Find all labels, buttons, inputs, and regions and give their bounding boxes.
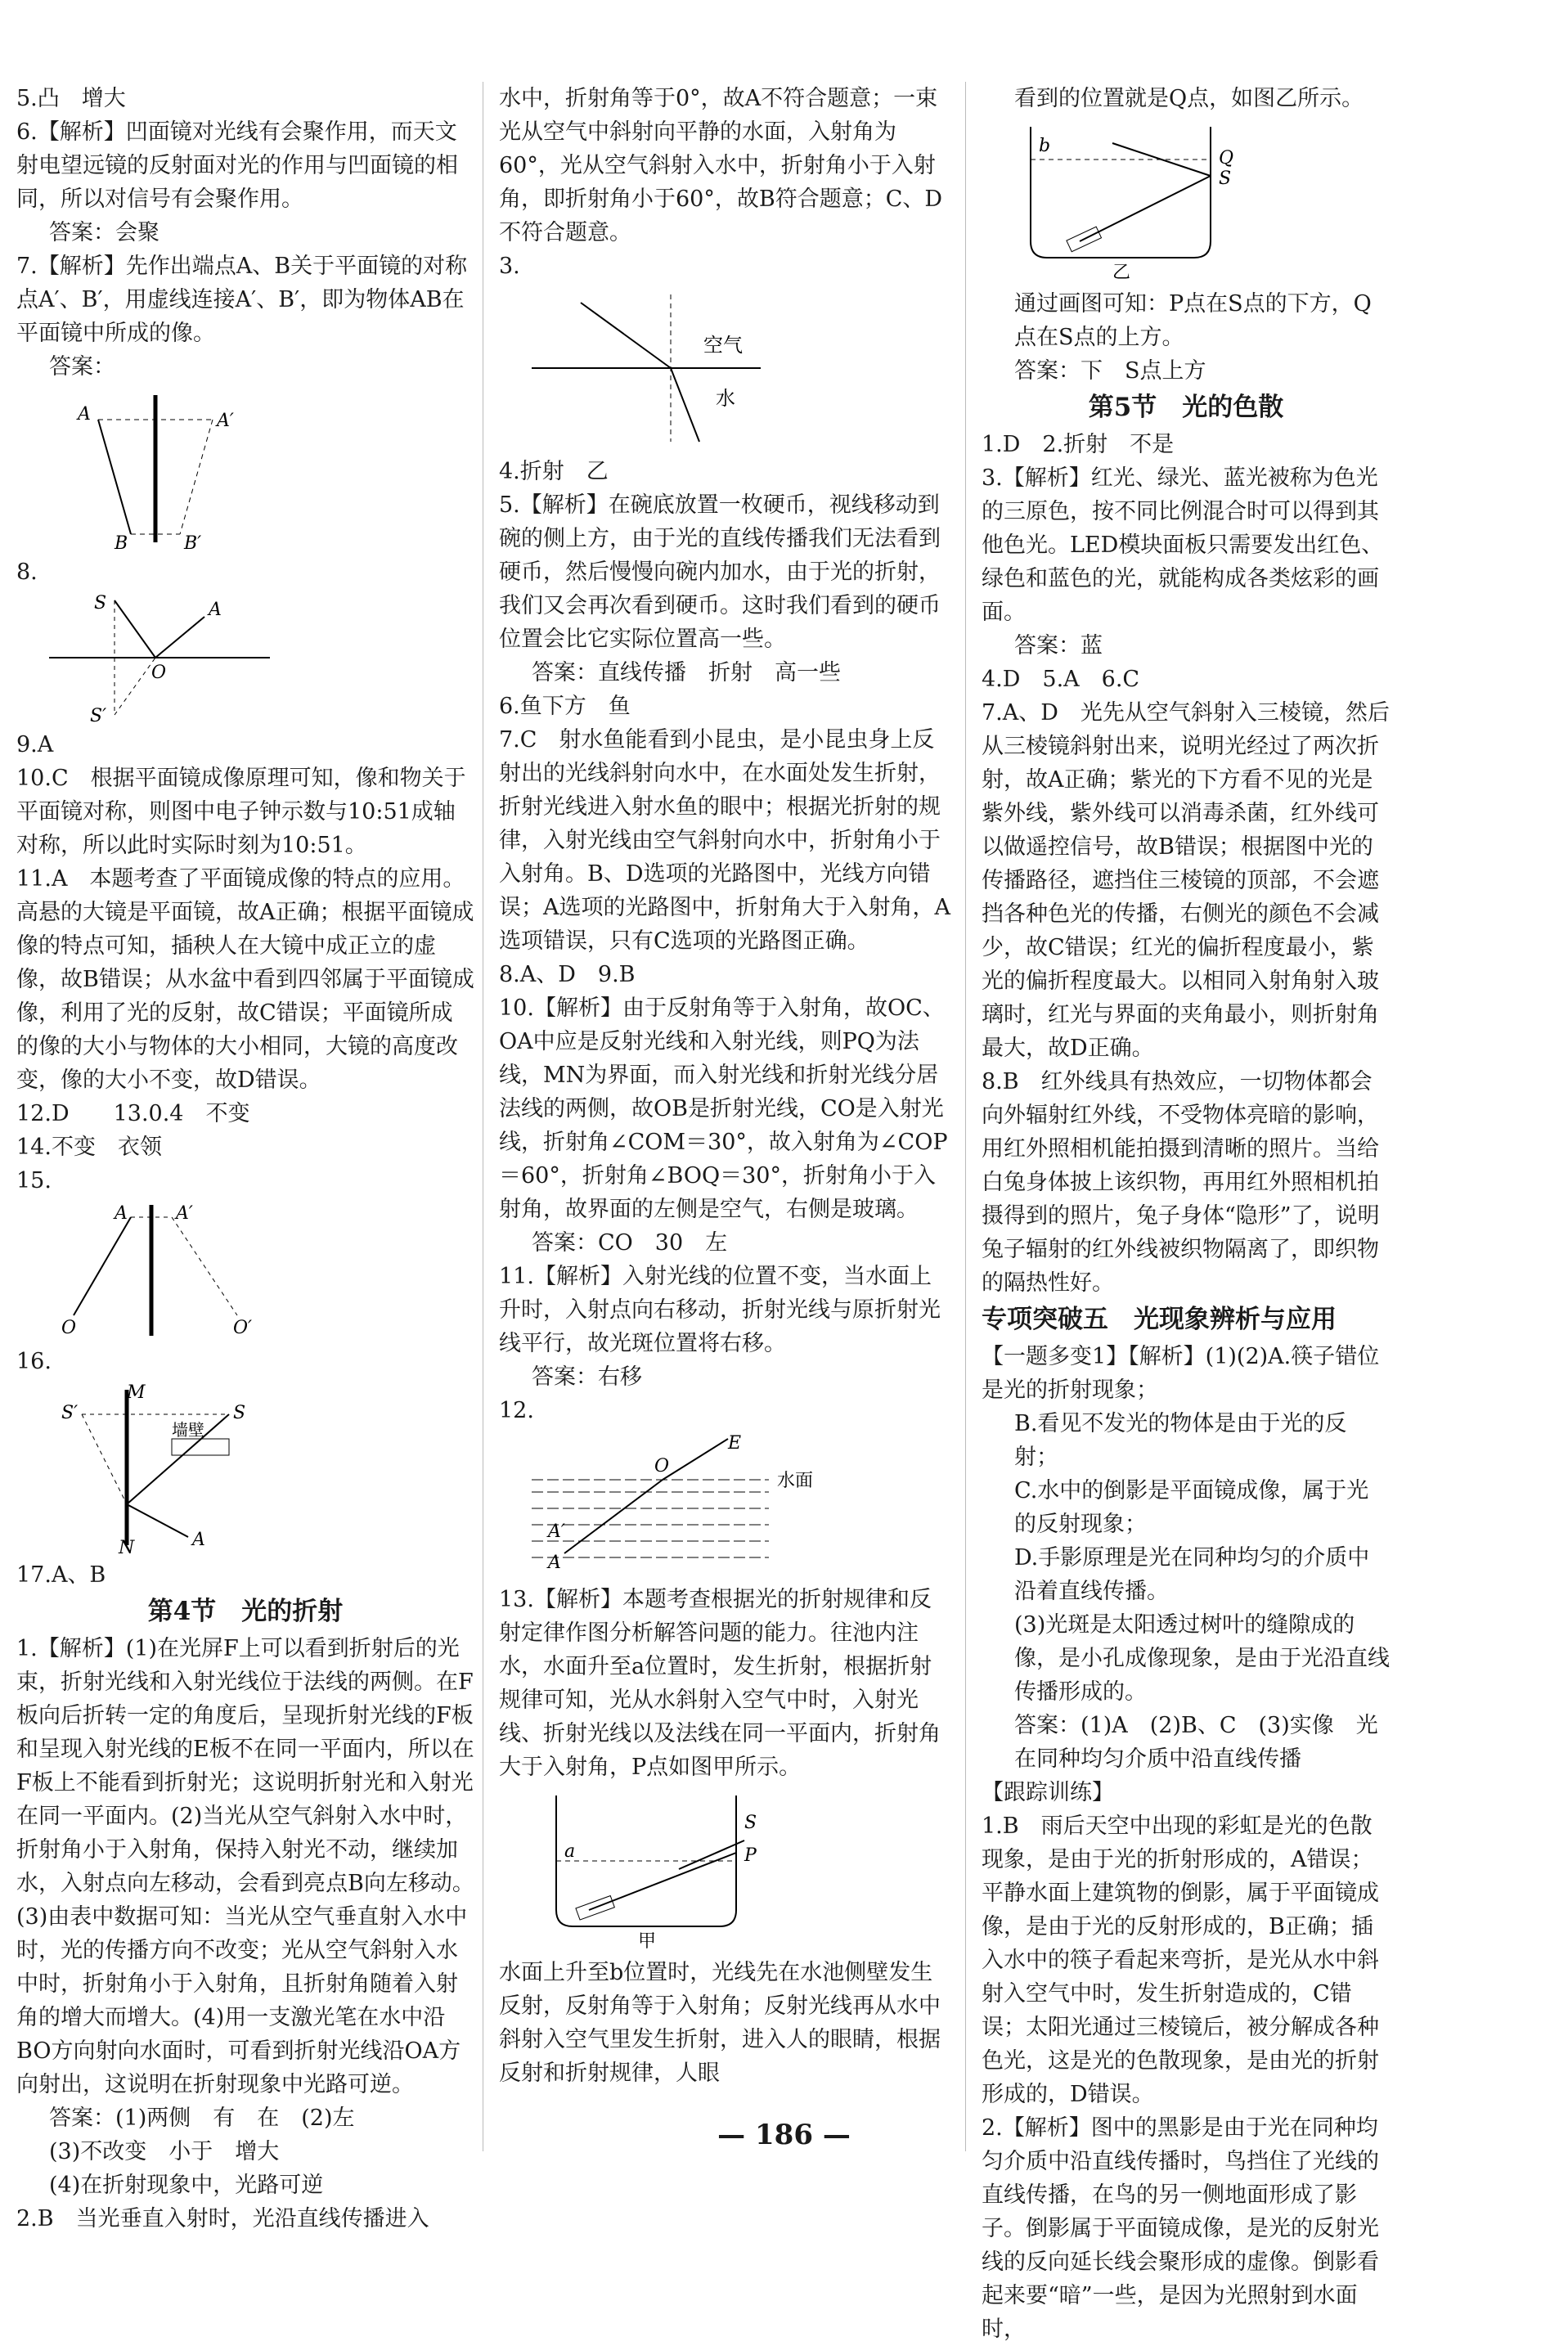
svg-text:A: A xyxy=(78,404,91,425)
svg-text:O: O xyxy=(654,1456,670,1476)
section-heading: 第5节 光的色散 xyxy=(1088,393,1284,422)
svg-text:水: 水 xyxy=(716,387,735,410)
svg-text:a: a xyxy=(564,1841,576,1862)
answer-paragraph: 答案：右移 xyxy=(532,1364,642,1390)
fig13b-diagram xyxy=(1014,119,1292,282)
svg-text:乙: 乙 xyxy=(1112,263,1131,282)
svg-text:S: S xyxy=(1219,169,1232,189)
svg-text:O: O xyxy=(61,1318,77,1338)
answer-paragraph: D.手影原理是光在同种均匀的介质中沿着直线传播。 xyxy=(1014,1545,1370,1604)
svg-text:O: O xyxy=(151,663,167,683)
answer-paragraph: 7.A、D 光先从空气斜射入三棱镜，然后从三棱镜斜射出来，说明光经过了两次折射，故A正确；紫光的下方看不见的光是紫外线，紫外线可以消毒杀菌，红外线可以做遥控信号，故B错误；根据图中光的传播路径，遮挡住三棱镜的顶部，不会遮挡各种色光的传播，右侧光的颜色不会减少，故C错误；红光的偏折程度最小，紫光的偏折程度最大。以相同入射角射入玻璃时，红光与界面的夹角最小，则折射角最大，故D正确。 xyxy=(982,700,1390,1061)
answer-paragraph: 16. xyxy=(16,1349,52,1374)
answer-paragraph: 3.【解析】红光、绿光、蓝光被称为色光的三原色，按不同比例混合时可以得到其他色光。LED模块面板只需要发出红色、绿色和蓝色的光，就能构成各类炫彩的画面。 xyxy=(982,465,1384,625)
answer-paragraph: 1.B 雨后天空中出现的彩虹是光的色散现象，是由于光的折射形成的，A错误；平静水面上建筑物的倒影，属于平面镜成像，是由于光的反射形成的，B正确；插入水中的筷子看起来弯折，是光从水中斜射入空气中时，发生折射造成的，C错误；太阳光通过三棱镜后，被分解成各种色光，这是光的色散现象，是由光的折射形成的，D错误。 xyxy=(982,1813,1379,2107)
fig15-diagram xyxy=(49,1201,278,1340)
answer-paragraph: 15. xyxy=(16,1168,52,1193)
svg-text:空气: 空气 xyxy=(703,334,743,357)
svg-text:E: E xyxy=(728,1433,742,1454)
svg-text:S: S xyxy=(94,593,107,613)
answer-paragraph: 8. xyxy=(16,560,38,585)
answer-paragraph: 11.【解析】入射光线的位置不变，当水面上升时，入射点向右移动，折射光线与原折射光线平行，故光斑位置将右移。 xyxy=(499,1264,941,1356)
answer-paragraph: 9.A xyxy=(16,732,54,757)
page-number: — 186 — xyxy=(717,2119,851,2151)
answer-paragraph: 答案：(1)两侧 有 在 (2)左 xyxy=(49,2106,355,2131)
answer-paragraph: 答案： xyxy=(49,354,115,380)
answer-paragraph: 3. xyxy=(499,254,520,279)
answer-paragraph: 14.不变 衣领 xyxy=(16,1135,162,1160)
answer-paragraph: 10.C 根据平面镜成像原理可知，像和物关于平面镜对称，则图中电子钟示数与10:51成轴对称，所以此时实际时刻为10:51。 xyxy=(16,766,466,858)
fig16-diagram xyxy=(49,1382,278,1553)
svg-text:A′: A′ xyxy=(217,411,234,431)
section-heading: 专项突破五 光现象辨析与应用 xyxy=(982,1305,1337,1334)
column-2 xyxy=(499,82,953,2090)
answer-paragraph: 【一题多变1】【解析】(1)(2)A.筷子错位是光的折射现象； xyxy=(982,1344,1380,1403)
answer-paragraph: 水面上升至b位置时，光线先在水池侧壁发生反射，反射角等于入射角；反射光线再从水中斜射入空气里发生折射，进入人的眼睛，根据反射和折射规律，人眼 xyxy=(499,1960,941,2086)
svg-text:b: b xyxy=(1039,136,1051,156)
answer-paragraph: 6.鱼下方 鱼 xyxy=(499,694,631,719)
column-divider xyxy=(965,82,966,2151)
answer-paragraph: 5.【解析】在碗底放置一枚硬币，视线移动到碗的侧上方，由于光的直线传播我们无法看到硬币，然后慢慢向碗内加水，由于光的折射，我们又会再次看到硬币。这时我们看到的硬币位置会比它实际位置高一些。 xyxy=(499,492,941,652)
svg-text:A: A xyxy=(548,1553,561,1573)
svg-text:O′: O′ xyxy=(233,1318,253,1338)
svg-text:A′: A′ xyxy=(176,1203,193,1224)
answer-paragraph: 答案：直线传播 折射 高一些 xyxy=(532,660,841,685)
answer-paragraph: 10.【解析】由于反射角等于入射角，故OC、OA中应是反射光线和入射光线，则PQ为法线，MN为界面，而入射光线和折射光线分居法线的两侧，故OB是折射光线，CO是入射光线，折射角∠COM＝30°，故入射角为∠COP＝60°，折射角∠BOQ＝30°，折射角小于入射角，故界面的左侧是空气，右侧是玻璃。 xyxy=(499,995,948,1222)
answer-paragraph: 【跟踪训练】 xyxy=(982,1780,1114,1805)
svg-text:M: M xyxy=(127,1382,146,1403)
answer-paragraph: 13.【解析】本题考查根据光的折射规律和反射定律作图分析解答问题的能力。往池内注水，水面升至a位置时，发生折射，根据折射规律可知，光从水斜射入空气中时，入射光线、折射光线以及法线在同一平面内，折射角大于入射角，P点如图甲所示。 xyxy=(499,1587,941,1780)
answer-paragraph: B.看见不发光的物体是由于光的反射； xyxy=(1014,1411,1347,1470)
svg-text:A′: A′ xyxy=(548,1521,565,1542)
fig12-diagram xyxy=(532,1431,842,1578)
svg-text:P: P xyxy=(744,1845,757,1866)
fig13a-diagram xyxy=(532,1787,810,1951)
answer-paragraph: 答案：(1)A (2)B、C (3)实像 光在同种均匀介质中沿直线传播 xyxy=(1014,1713,1378,1772)
svg-text:S′: S′ xyxy=(61,1403,79,1423)
column-3 xyxy=(982,82,1391,2346)
answer-paragraph: 1.【解析】(1)在光屏F上可以看到折射后的光束，折射光线和入射光线位于法线的两侧。在F板向后折转一定的角度后，呈现折射光线的F板和呈现入射光线的E板不在同一平面内，所以在F板上不能看到折射光；这说明折射光和入射光在同一平面内。(2)当光从空气斜射入水中时，折射角小于入射角，保持入射光不动，继续加水，入射点向左移动，会看到亮点B向左移动。(3)由表中数据可知：当光从空气垂直射入水中时，光的传播方向不改变；光从空气斜射入水中时，折射角小于入射角，且折射角随着入射角的增大而增大。(4)用一支激光笔在水中沿BO方向射向水面时，可看到折射光线沿OA方向射出，这说明在折射现象中光路可逆。 xyxy=(16,1636,474,2097)
answer-paragraph: (3)光斑是太阳透过树叶的缝隙成的像，是小孔成像现象，是由于光沿直线传播形成的。 xyxy=(1014,1612,1390,1705)
svg-text:B: B xyxy=(115,533,128,551)
answer-paragraph: 通过画图可知：P点在S点的下方，Q点在S点的上方。 xyxy=(1014,291,1372,350)
section-heading: 第4节 光的折射 xyxy=(147,1597,344,1626)
answer-paragraph: 2.【解析】图中的黑影是由于光在同种均匀介质中沿直线传播时，鸟挡住了光线的直线传播，在鸟的另一侧地面形成了影子。倒影属于平面镜成像，是光的反射光线的反向延长线会聚形成的虚像。倒影看起来要“暗”一些，是因为光照射到水面时， xyxy=(982,2115,1379,2342)
answer-paragraph: 7.【解析】先作出端点A、B关于平面镜的对称点A′、B′，用虚线连接A′、B′，即为物体AB在平面镜中所成的像。 xyxy=(16,254,468,346)
svg-text:A: A xyxy=(209,600,222,620)
answer-paragraph: 6.【解析】凹面镜对光线有会聚作用，而天文射电望远镜的反射面对光的作用与凹面镜的相同，所以对信号有会聚作用。 xyxy=(16,119,458,212)
svg-text:B′: B′ xyxy=(184,533,202,551)
answer-paragraph: 12.D 13.0.4 不变 xyxy=(16,1101,250,1126)
svg-text:水面: 水面 xyxy=(777,1471,814,1491)
answer-paragraph: C.水中的倒影是平面镜成像，属于光的反射现象； xyxy=(1014,1478,1369,1537)
svg-text:S: S xyxy=(233,1403,246,1423)
answer-paragraph: 2.B 当光垂直入射时，光沿直线传播进入 xyxy=(16,2206,429,2231)
answer-paragraph: 看到的位置就是Q点，如图乙所示。 xyxy=(1014,86,1364,111)
answer-paragraph: 5.凸 增大 xyxy=(16,86,126,111)
svg-text:Q: Q xyxy=(1219,148,1234,169)
fig3-diagram xyxy=(532,286,793,450)
answer-paragraph: (3)不改变 小于 增大 xyxy=(49,2139,280,2164)
svg-text:A: A xyxy=(115,1203,128,1224)
svg-text:S: S xyxy=(744,1813,757,1833)
fig8-diagram xyxy=(49,592,278,723)
svg-text:N: N xyxy=(119,1538,135,1553)
answer-paragraph: 11.A 本题考查了平面镜成像的特点的应用。高悬的大镜是平面镜，故A正确；根据平面镜成像的特点可知，插秧人在大镜中成正立的虚像，故B错误；从水盆中看到四邻属于平面镜成像，利用了光的反射，故C错误；平面镜所成的像的大小与物体的大小相同，大镜的高度改变，像的大小不变，故D错误。 xyxy=(16,866,474,1093)
svg-text:甲: 甲 xyxy=(638,1931,657,1951)
svg-text:A: A xyxy=(192,1530,205,1550)
answer-paragraph: 17.A、B xyxy=(16,1562,106,1588)
answer-paragraph: (4)在折射现象中，光路可逆 xyxy=(49,2173,324,2198)
answer-paragraph: 答案：下 S点上方 xyxy=(1014,358,1206,384)
answer-paragraph: 答案：会聚 xyxy=(49,220,159,245)
answer-paragraph: 8.A、D 9.B xyxy=(499,962,636,987)
fig7-diagram xyxy=(49,387,262,551)
answer-paragraph: 1.D 2.折射 不是 xyxy=(982,432,1175,457)
answer-paragraph: 8.B 红外线具有热效应，一切物体都会向外辐射红外线，不受物体亮暗的影响，用红外照相机能拍摄到清晰的照片。当给白兔身体披上该织物，再用红外照相机拍摄得到的照片，兔子身体“隐形”了，说明兔子辐射的红外线被织物隔离了，即织物的隔热性好。 xyxy=(982,1069,1380,1296)
answer-paragraph: 答案：CO 30 左 xyxy=(532,1230,728,1256)
answer-paragraph: 4.折射 乙 xyxy=(499,459,609,484)
answer-paragraph: 答案：蓝 xyxy=(1014,633,1103,658)
svg-text:S′: S′ xyxy=(90,706,107,723)
answer-paragraph: 水中，折射角等于0°，故A不符合题意；一束光从空气中斜射向平静的水面，入射角为60°，光从空气斜射入水中，折射角小于入射角，即折射角小于60°，故B符合题意；C、D不符合题意。 xyxy=(499,86,943,245)
svg-text:墙壁: 墙壁 xyxy=(172,1420,204,1440)
answer-paragraph: 4.D 5.A 6.C xyxy=(982,667,1140,692)
column-1 xyxy=(16,82,474,2236)
answer-paragraph: 7.C 射水鱼能看到小昆虫，是小昆虫身上反射出的光线斜射向水中，在水面处发生折射，折射光线进入射水鱼的眼中；根据光折射的规律，入射光线由空气斜射向水中，折射角小于入射角。B、D选项的光路图中，光线方向错误；A选项的光路图中，折射角大于入射角，A选项错误，只有C选项的光路图正确。 xyxy=(499,727,950,954)
answer-paragraph: 12. xyxy=(499,1398,534,1423)
